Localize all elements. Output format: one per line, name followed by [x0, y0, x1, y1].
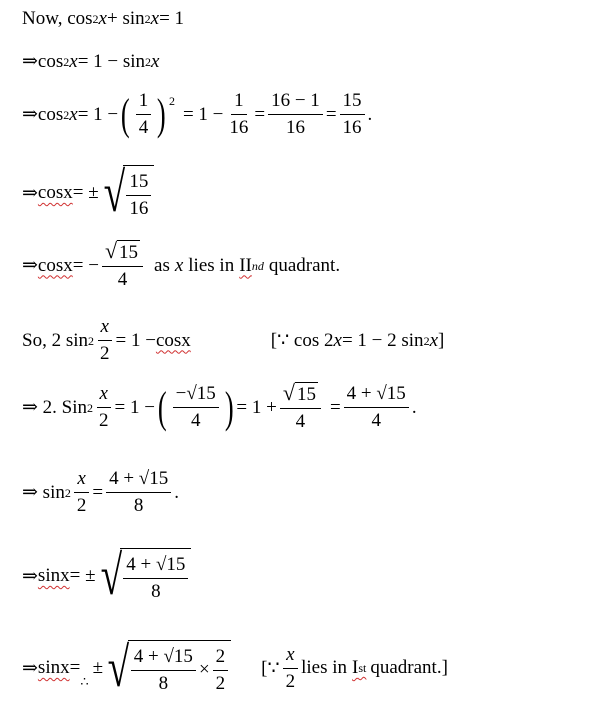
fraction: √ 15 4 [280, 382, 321, 433]
text: cos [37, 50, 64, 72]
equals: = [92, 481, 104, 503]
equation-line-7: ⇒ 2. Sin 2 $\frac{x}{2}$ = 1 − ( $\frac{-√15}{4}$ ) = 1 + √ 15 4 = $\frac{4 + √15}{4}$ . [22, 380, 417, 432]
implies-arrow: ⇒ [22, 565, 38, 587]
spellcheck-word: I [352, 657, 359, 678]
implies-arrow: ⇒ [22, 182, 38, 204]
text: = 1 + [236, 396, 277, 418]
text: = 1 − [115, 329, 156, 351]
fraction: $\frac{1}{16}$ [229, 90, 249, 138]
text: as [154, 254, 170, 276]
implies-arrow: ⇒ [22, 104, 38, 125]
text: [∵ cos 2 [270, 330, 334, 351]
text: = 1 − [182, 103, 224, 125]
variable: x [174, 254, 184, 276]
fraction: $\frac{4 + √15}{8}$ [123, 554, 188, 603]
fraction: $\frac{2}{2}$ [213, 646, 229, 695]
text: [∵ [261, 657, 280, 679]
text: So, 2 sin [22, 329, 88, 351]
period: . [367, 103, 373, 125]
left-paren: ( [157, 382, 167, 432]
fraction: $\frac{1}{4}$ [136, 90, 152, 139]
left-paren: ( [121, 89, 130, 139]
period: . [174, 481, 179, 503]
implies-arrow: ⇒ [22, 657, 38, 679]
equation-line-3: ⇒ cos 2 x = 1 − ( $\frac{1}{4}$ ) $^2$ = 1 − $\frac{1}{16}$ = $\frac{16 - 1}{16}$ = $\frac{15}{16}$ . [22, 89, 373, 139]
square-root: √ $\frac{4 + √15}{8}$ [96, 548, 192, 604]
text: = ± [72, 182, 99, 203]
equals: = [254, 103, 266, 125]
equation-line-9 [22, 545, 191, 607]
fraction: $\frac{x}{2}$ [283, 644, 299, 693]
equation-line-1: Now, cos 2 x + sin 2 x = 1 [22, 8, 185, 29]
equation-line-2: ⇒ cos 2 x = 1 − sin 2 x [22, 50, 160, 72]
spellcheck-word: II [239, 254, 252, 276]
text: = [69, 657, 81, 678]
text: = 1 [159, 8, 185, 29]
variable: x [69, 50, 78, 72]
spellcheck-word: cosx [37, 254, 73, 276]
implies-arrow: ⇒ sin [22, 482, 65, 503]
fraction: √ 15 4 [102, 240, 143, 291]
implies-arrow: ⇒ 2. Sin [22, 397, 88, 418]
text: lies in [301, 657, 347, 678]
spellcheck-word: sinx [37, 657, 70, 678]
period: . [411, 396, 417, 418]
variable: x [98, 8, 107, 29]
text: Now, cos [22, 8, 93, 29]
text: ] [438, 329, 445, 351]
variable: x [333, 329, 342, 351]
spellcheck-word: sinx [37, 565, 70, 586]
text: lies in [188, 254, 235, 276]
fraction: $\frac{4 + √15}{4}$ [344, 383, 409, 432]
spellcheck-word: cosx [155, 329, 191, 351]
fraction: $\frac{x}{2}$ [96, 383, 112, 432]
text: = 1 − [77, 103, 119, 125]
text: = 1 − [114, 396, 155, 418]
text: = ± [69, 565, 96, 586]
variable: x [150, 8, 160, 29]
fraction: $\frac{x}{2}$ [97, 316, 113, 365]
variable: x [429, 329, 438, 351]
spellcheck-word: cosx [37, 182, 73, 203]
square-root: √ $\frac{4 + √15}{8}$ × $\frac{2}{2}$ [103, 640, 231, 696]
times: × [198, 659, 210, 680]
text: quadrant.] [370, 657, 448, 678]
fraction: $\frac{4 + √15}{8}$ [106, 468, 171, 517]
equals: = [329, 396, 341, 418]
right-paren: ) [157, 89, 167, 139]
variable: x [69, 103, 78, 125]
fraction: $\frac{x}{2}$ [74, 468, 90, 517]
therefore-symbol: ∴ [80, 674, 89, 689]
text: ± [92, 657, 104, 678]
fraction: $\frac{-√15}{4}$ [173, 383, 219, 432]
text: = 1 − 2 sin [341, 329, 424, 351]
equation-line-4 [22, 162, 154, 224]
right-paren: ) [224, 382, 234, 432]
equals: = [325, 103, 337, 125]
implies-arrow: ⇒ [22, 51, 38, 72]
fraction: $\frac{15}{16}$ [340, 90, 365, 139]
text: quadrant. [268, 254, 341, 276]
equation-line-6: So, 2 sin 2 $\frac{x}{2}$ = 1 − cosx [∵ cos 2 x = 1 − 2 sin 2 x ] [22, 316, 445, 364]
text: cos [37, 103, 64, 125]
variable: x [151, 50, 160, 72]
implies-arrow: ⇒ [22, 255, 38, 276]
fraction: $\frac{16 - 1}{16}$ [268, 90, 323, 139]
text: + sin [106, 8, 145, 29]
fraction: $\frac{15}{16}$ [126, 171, 151, 220]
text: = − [72, 254, 99, 276]
equation-line-5: ⇒ cosx = − √ 15 4 as x lies in II nd quadrant. [22, 238, 341, 290]
equation-line-10: ⇒ sinx = ∴ ± √ $\frac{4 + √15}{8}$ × $\frac{2}{2}$ [∵ $\frac{x}{2}$ lies in I st quadrant.] [22, 637, 448, 699]
fraction: $\frac{4 + √15}{8}$ [131, 646, 196, 695]
equation-line-8: ⇒ sin 2 $\frac{x}{2}$ = $\frac{4 + √15}{8}$ . [22, 468, 179, 516]
text: = 1 − sin [77, 50, 146, 72]
square-root: √ $\frac{15}{16}$ [99, 165, 155, 221]
